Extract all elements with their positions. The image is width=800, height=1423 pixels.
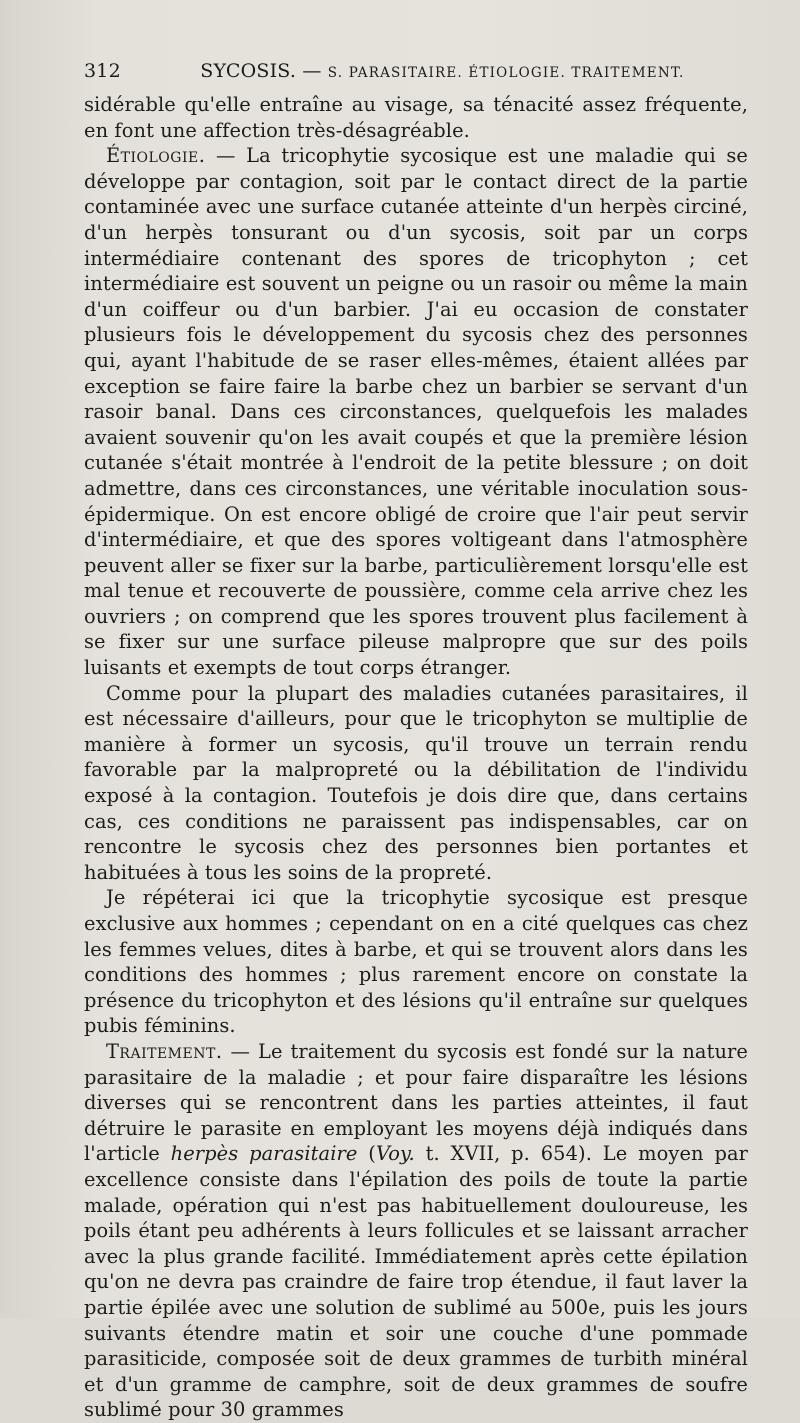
paragraph-etiologie-text: — La tricophytie sycosique est une maladie qui se développe par contagion, soit par le contact direct de la partie contaminée avec une surface cutanée atteinte d'un herpès circiné, d'un herpès tonsurant ou d'un sycosis, soit par un corps intermédiaire contenant des spores de tricophyton ; cet intermédiaire est souvent un peigne ou un rasoir ou même la main d'un coiffeur ou d'un barbier. J'ai eu occasion de constater plusieurs fois le développement du sycosis chez des personnes qui, ayant l'habitude de se raser elles-mêmes, étaient allées par exception se faire faire la barbe chez un barbier se servant d'un rasoir banal. Dans ces circonstances, quelquefois les malades avaient souvenir qu'on les avait coupés et que la première lésion cutanée s'était montrée à l'endroit de la petite blessure ; on doit admettre, dans ces circonstances, une véritable inoculation sous-épidermique. On est encore obligé de croire que l'air peut servir d'intermédiaire, et que des spores voltigeant dans l'atmosphère peuvent aller se fixer sur la barbe, particulièrement lorsqu'elle est mal tenue et recouverte de poussière, comme cela arrive chez les ouvriers ; on comprend que les spores trouvent plus facilement à se fixer sur une surface pileuse malpropre que sur des poils luisants et exempts de tout corps étranger. — [84, 144, 748, 680]
paragraph-traitement-text-a: — Le traitement du sycosis est fondé sur la nature parasitaire de la maladie ; et pour faire disparaître les lésions diverses qui se rencontrent dans les parties atteintes, il faut détruire le parasite en employant les moyens déjà indiqués dans l'article — [84, 1039, 748, 1166]
paragraph-etiologie — [84, 143, 748, 680]
voy-reference: Voy. — [375, 1142, 415, 1166]
paragraph-traitement — [84, 1039, 748, 1423]
running-subtitle: S. PARASITAIRE. ÉTIOLOGIE. TRAITEMENT. — [327, 65, 685, 81]
paragraph-traitement-text-c: t. XVII, p. 654). Le moyen par excellence consiste dans l'épilation des poils de toute la partie malade, opération qui n'est pas habituellement douloureuse, les poils étant peu adhérents à leurs follicules et se laissant arracher avec la plus grande facilité. Immédiatement après cette épilation qu'on ne devra pas craindre de faire trop étendue, il faut laver la partie épilée avec une solution de sublimé au 500e, puis les jours suivants étendre matin et soir une couche d'une pommade parasiticide, composée soit de deux grammes de turbith minéral et d'un gramme de camphre, soit de deux grammes de soufre sublimé pour 30 grammes — [84, 1142, 748, 1422]
running-dash: — — [302, 60, 322, 82]
paragraph-terrain: Comme pour la plupart des maladies cutanées parasitaires, il est nécessaire d'ailleurs, pour que le tricophyton se multiplie de manière à former un sycosis, qu'il trouve un terrain rendu favorable par la malpropreté ou la débilitation de l'individu exposé à la contagion. Toutefois je dois dire que, dans certains cas, ces conditions ne paraissent pas indispensables, car on rencontre le sycosis chez des personnes bien portantes et habituées à tous les soins de la propreté. — [84, 681, 748, 884]
section-heading-traitement: Traitement. — [106, 1039, 223, 1063]
paragraph-continuation: sidérable qu'elle entraîne au visage, sa ténacité assez fréquente, en font une affection très-désagréable. — [84, 93, 748, 142]
running-head — [84, 60, 748, 82]
article-reference: herpès parasitaire — [170, 1142, 358, 1166]
paragraph-traitement-text-b: ( — [357, 1142, 376, 1166]
running-title: SYCOSIS. — [200, 60, 297, 82]
paragraph-hommes: Je répéterai ici que la tricophytie sycosique est presque exclusive aux hommes ; cependant on en a cité quelques cas chez les femmes velues, dites à barbe, et qui se trouvent alors dans les conditions des hommes ; plus rarement encore on constate la présence du tricophyton et des lésions qu'il entraîne sur quelques pubis féminins. — [84, 886, 748, 1038]
page-number: 312 — [84, 60, 121, 82]
section-heading-etiologie: Étiologie. — [106, 144, 206, 168]
page-body — [84, 92, 748, 1423]
